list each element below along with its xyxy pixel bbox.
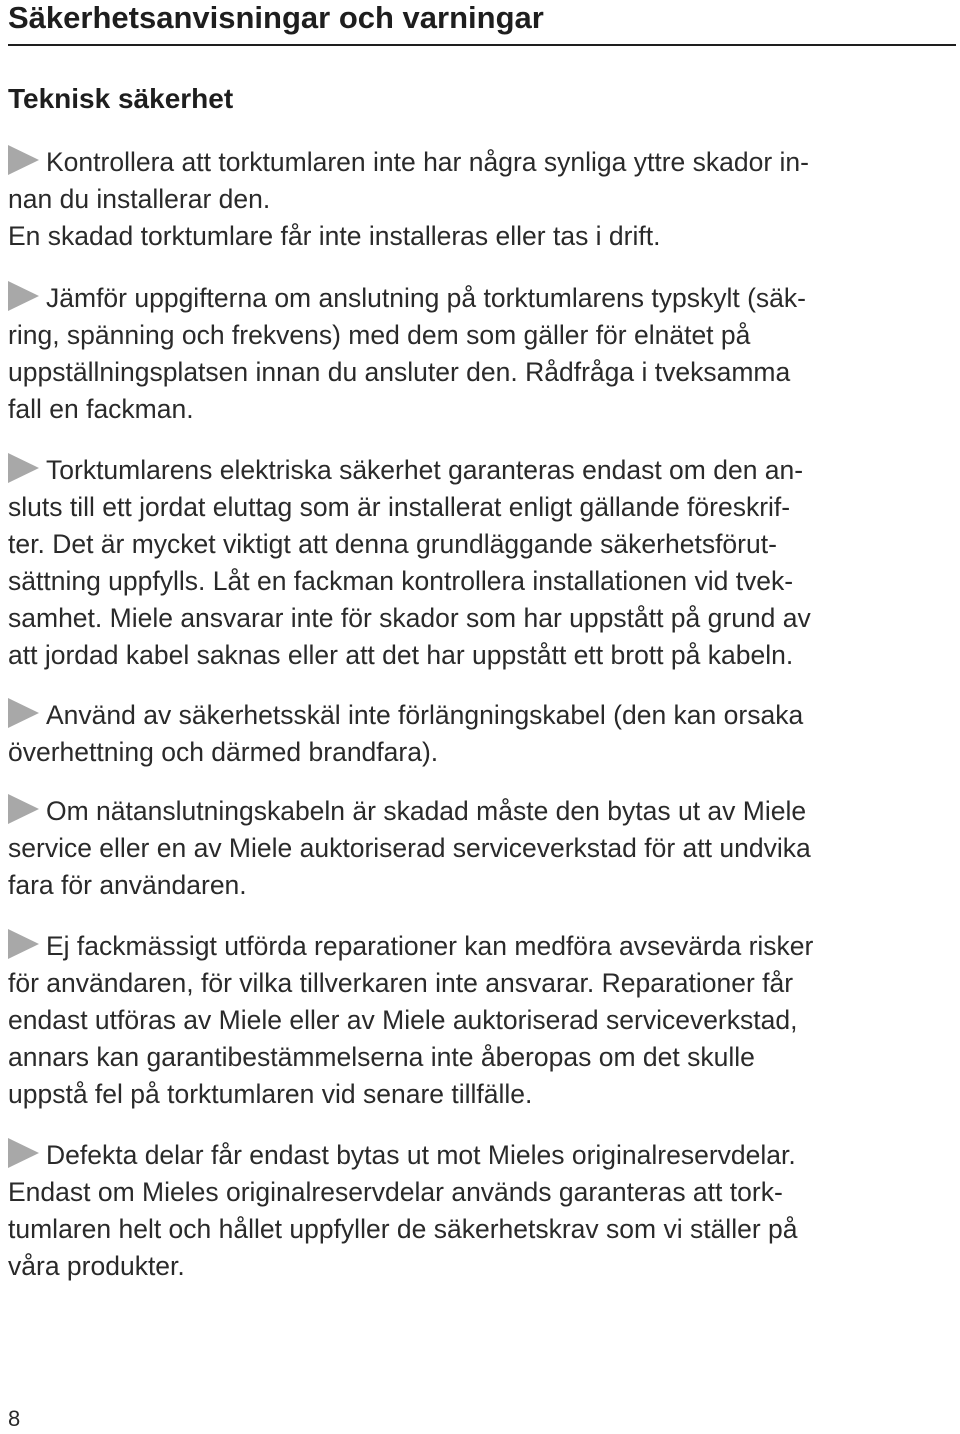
item-line: fara för användaren. [8,870,247,900]
item-line: Endast om Mieles originalreservdelar används garanteras att tork- [8,1177,783,1207]
item-line: endast utföras av Miele eller av Miele auktoriserad serviceverkstad, [8,1005,798,1035]
item-line: Torktumlarens elektriska säkerhet garanteras endast om den an- [8,452,958,489]
section-title: Teknisk säkerhet [8,83,234,114]
item-line: annars kan garantibestämmelserna inte åberopas om det skulle [8,1042,755,1072]
item-line: fall en fackman. [8,394,194,424]
triangle-arrow-right-icon [8,145,39,175]
safety-item-5 [8,793,958,904]
item-line: Om nätanslutningskabeln är skadad måste den bytas ut av Miele [8,793,958,830]
item-line: Jämför uppgifterna om anslutning på torktumlarens typskylt (säk- [8,280,958,317]
triangle-arrow-right-icon [8,929,39,959]
triangle-arrow-right-icon [8,1138,39,1168]
page-number: 8 [8,1406,21,1431]
item-line: En skadad torktumlare får inte installeras eller tas i drift. [8,221,661,251]
item-line: ring, spänning och frekvens) med dem som gäller för elnätet på [8,320,751,350]
item-line: tumlaren helt och hållet uppfyller de säkerhetskrav som vi ställer på [8,1214,798,1244]
item-line: Defekta delar får endast bytas ut mot Mieles originalreservdelar. [8,1137,958,1174]
item-line: samhet. Miele ansvarar inte för skador som har uppstått på grund av [8,603,811,633]
safety-item-1 [8,144,958,255]
item-line: sättning uppfylls. Låt en fackman kontrollera installationen vid tvek- [8,566,794,596]
page-title: Säkerhetsanvisningar och varningar [8,0,544,35]
safety-item-7 [8,1137,958,1285]
item-line: ter. Det är mycket viktigt att denna grundläggande säkerhetsförut- [8,529,777,559]
safety-item-3 [8,452,958,674]
item-line: sluts till ett jordat eluttag som är installerat enligt gällande föreskrif- [8,492,791,522]
item-line: uppstå fel på torktumlaren vid senare tillfälle. [8,1079,533,1109]
item-line: våra produkter. [8,1251,185,1281]
triangle-arrow-right-icon [8,281,39,311]
safety-item-4 [8,697,958,771]
item-line: nan du installerar den. [8,184,271,214]
triangle-arrow-right-icon [8,698,39,728]
item-line: överhettning och därmed brandfara). [8,737,439,767]
item-line: att jordad kabel saknas eller att det har uppstått ett brott på kabeln. [8,640,794,670]
item-line: Ej fackmässigt utförda reparationer kan medföra avsevärda risker [8,928,958,965]
safety-item-6 [8,928,958,1113]
item-line: service eller en av Miele auktoriserad serviceverkstad för att undvika [8,833,811,863]
triangle-arrow-right-icon [8,453,39,483]
header-divider [8,44,956,46]
item-line: uppställningsplatsen innan du ansluter den. Rådfråga i tveksamma [8,357,791,387]
item-line: för användaren, för vilka tillverkaren inte ansvarar. Reparationer får [8,968,794,998]
item-line: Använd av säkerhetsskäl inte förlängningskabel (den kan orsaka [8,697,958,734]
safety-item-2 [8,280,958,428]
triangle-arrow-right-icon [8,794,39,824]
item-line: Kontrollera att torktumlaren inte har några synliga yttre skador in- [8,144,958,181]
